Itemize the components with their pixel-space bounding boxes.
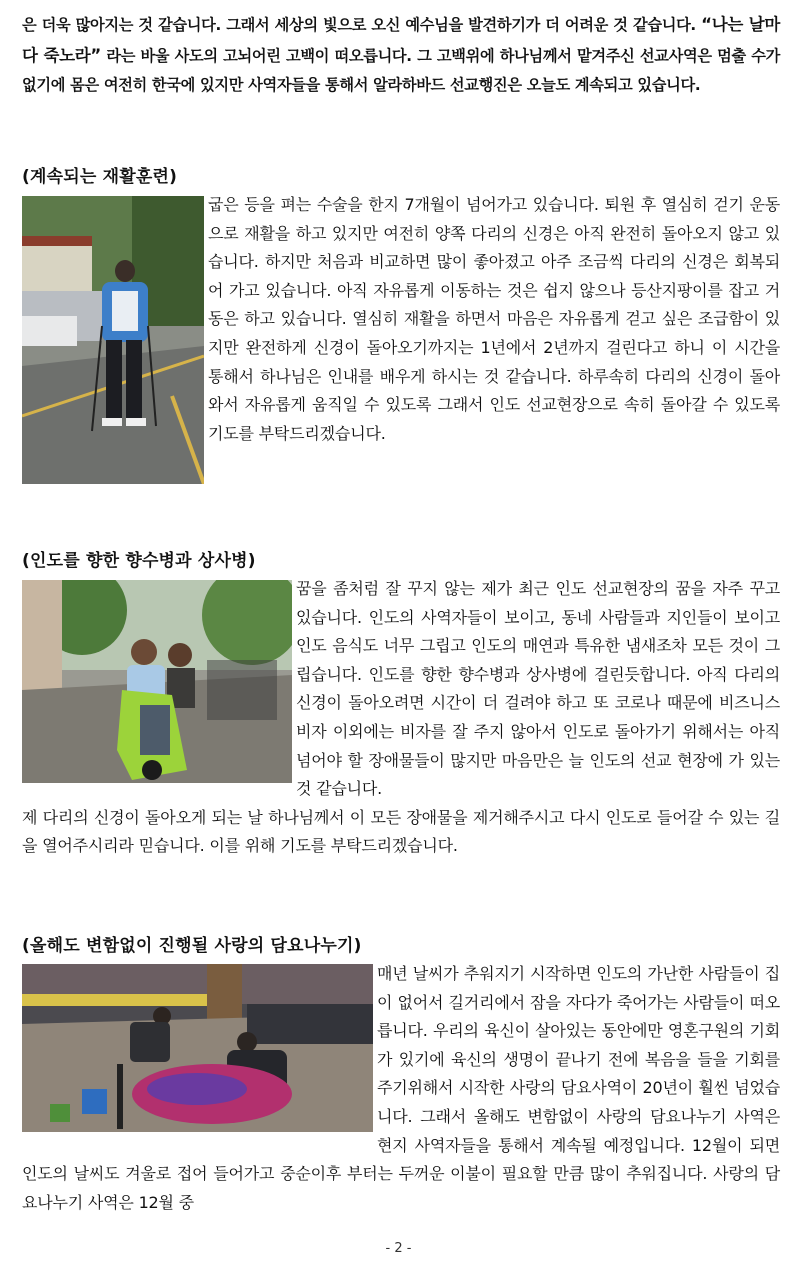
section-text-rehab: 굽은 등을 펴는 수술을 한지 7개월이 넘어가고 있습니다. 퇴원 후 열심히 걷기 운동으로 재활을 하고 있지만 여전히 양쪽 다리의 신경은 아직 완전히 돌아오지 않고 있습니다. 하지만 처음과 비교하면 많이 좋아졌고 아주 조금씩 다리의 신경은 회복되어 가고 있습니다. 아직 자유롭게 이동하는 것은 쉽지 않으나 등산지팡이를 잡고 거동은 하고 있습니다. 열심히 재활을 하면서 마음은 자유롭게 걷고 싶은 조급함이 있지만 완전하게 신경이 돌아오기까지는 1년에서 2년까지 걸린다고 하니 이 시간을 통해서 하나님은 인내를 배우게 하시는 것 같습니다. 하루속히 다리의 신경이 돌아와서 자유롭게 움직일 수 있도록 그래서 인도 선교현장으로 속히 돌아갈 수 있도록 기도를 부탁드리겠습니다. — [208, 195, 780, 443]
page-number: - 2 - — [385, 1241, 412, 1256]
blanket-sharing-photo — [22, 964, 373, 1132]
section-body-rehab — [22, 191, 780, 484]
section-body-homesick — [22, 575, 780, 861]
walking-rehab-photo — [22, 196, 204, 484]
intro-quote: “나는 날마다 죽노라” — [22, 15, 780, 65]
section-body-blanket — [22, 960, 780, 1217]
section-heading-homesick: (인도를 향한 향수병과 상사병) — [22, 551, 256, 571]
intro-paragraph — [22, 10, 780, 101]
scooter-india-photo — [22, 580, 292, 783]
intro-text-after: 라는 바울 사도의 고뇌어린 고백이 떠오릅니다. 그 고백위에 하나님께서 맡겨주신 선교사역은 멈출 수가 없기에 몸은 여전히 한국에 있지만 사역자들을 통해서 알라하바드 선교행진은 오늘도 계속되고 있습니다. — [22, 46, 780, 94]
intro-text-before: 은 더욱 많아지는 것 같습니다. 그래서 세상의 빛으로 오신 예수님을 발견하기가 더 어려운 것 같습니다. — [22, 16, 702, 34]
section-text-homesick: 꿈을 좀처럼 잘 꾸지 않는 제가 최근 인도 선교현장의 꿈을 자주 꾸고 있습니다. 인도의 사역자들이 보이고, 동네 사람들과 지인들이 보이고 인도 음식도 너무 그립고 인도의 매연과 특유한 냄새조차 모든 것이 그립습니다. 인도를 향한 향수병과 상사병에 걸린듯합니다. 아직 다리의 신경이 돌아오려면 시간이 더 걸려야 하고 또 코로나 때문에 비즈니스 비자 이외에는 비자를 잘 주지 않아서 인도로 돌아가기 위해서는 아직 넘어야 할 장애물들이 많지만 마음만은 늘 인도의 선교 현장에 가 있는 것 같습니다. — [296, 579, 780, 799]
section-heading-blanket: (올해도 변함없이 진행될 사랑의 담요나누기) — [22, 936, 362, 956]
section-text-blanket: 매년 날씨가 추워지기 시작하면 인도의 가난한 사람들이 집이 없어서 길거리에서 잠을 자다가 죽어가는 사람들이 떠오릅니다. 우리의 육신이 살아있는 동안에만 영혼구원의 기회가 있기에 육신의 생명이 끝나기 전에 복음을 들을 기회를 주기위해서 시작한 사랑의 담요사역이 20년이 훨씬 넘었습니다. 그래서 올해도 변함없이 사랑의 담요나누기 사역은 현지 사역자들을 통해서 계속될 예정입니다. 12월이 되면 인도의 날씨도 겨울로 접어 들어가고 중순이후 부터는 두꺼운 이불이 필요할 만큼 많이 추워집니다. 사랑의 담요나누기 사역은 12월 중 — [22, 964, 780, 1212]
section-heading-rehab: (계속되는 재활훈련) — [22, 167, 178, 187]
section-text-homesick-2: 제 다리의 신경이 돌아오게 되는 날 하나님께서 이 모든 장애물을 제거해주시고 다시 인도로 들어갈 수 있는 길을 열어주시리라 믿습니다. 이를 위해 기도를 부탁드리겠습니다. — [22, 807, 780, 856]
